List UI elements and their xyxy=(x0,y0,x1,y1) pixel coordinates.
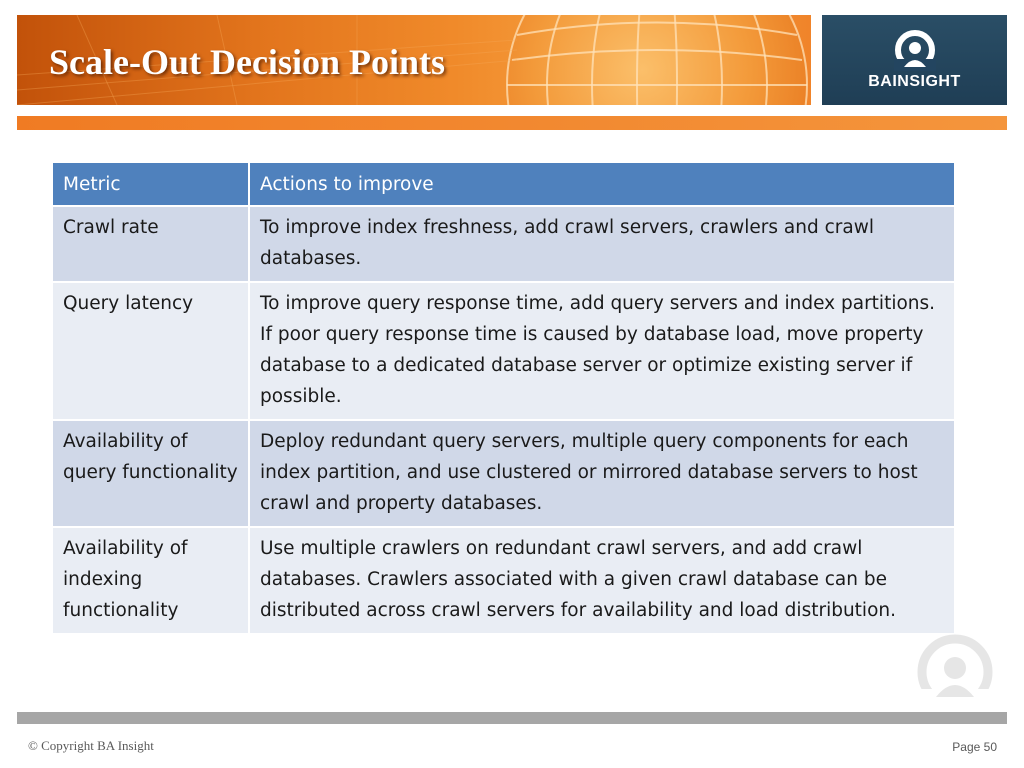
actions-cell: Deploy redundant query servers, multiple query components for each index partition, and use clustered or mirrored database servers to host crawl and property databases. xyxy=(249,420,955,527)
actions-cell: To improve index freshness, add crawl servers, crawlers and crawl databases. xyxy=(249,206,955,282)
ba-insight-logo xyxy=(822,15,1007,105)
header-banner xyxy=(17,15,811,105)
copyright-text: © Copyright BA Insight xyxy=(28,738,154,753)
metric-cell: Query latency xyxy=(52,282,249,420)
orange-divider xyxy=(17,116,1007,130)
logo-text: BAINSIGHT xyxy=(868,73,961,90)
actions-cell: Use multiple crawlers on redundant crawl servers, and add crawl databases. Crawlers associated with a given crawl database can be distributed across crawl servers for availability and load distribution. xyxy=(249,527,955,634)
metric-cell: Crawl rate xyxy=(52,206,249,282)
footer-divider xyxy=(17,712,1007,724)
actions-cell: To improve query response time, add query servers and index partitions. If poor query response time is caused by database load, move property database to a dedicated database server or optimize existing server if possible. xyxy=(249,282,955,420)
decision-table xyxy=(51,161,956,635)
watermark-logo-icon xyxy=(914,631,996,701)
metric-cell: Availability of query functionality xyxy=(52,420,249,527)
header-actions: Actions to improve xyxy=(249,162,955,206)
page-title: Scale-Out Decision Points xyxy=(49,42,445,82)
table-row xyxy=(52,527,955,634)
table-row xyxy=(52,206,955,282)
metric-cell: Availability of indexing functionality xyxy=(52,527,249,634)
ba-insight-logo-icon xyxy=(894,29,936,71)
page-number: Page 50 xyxy=(952,740,997,754)
table-row xyxy=(52,420,955,527)
table-row xyxy=(52,282,955,420)
table-header-row xyxy=(52,162,955,206)
header-metric: Metric xyxy=(52,162,249,206)
